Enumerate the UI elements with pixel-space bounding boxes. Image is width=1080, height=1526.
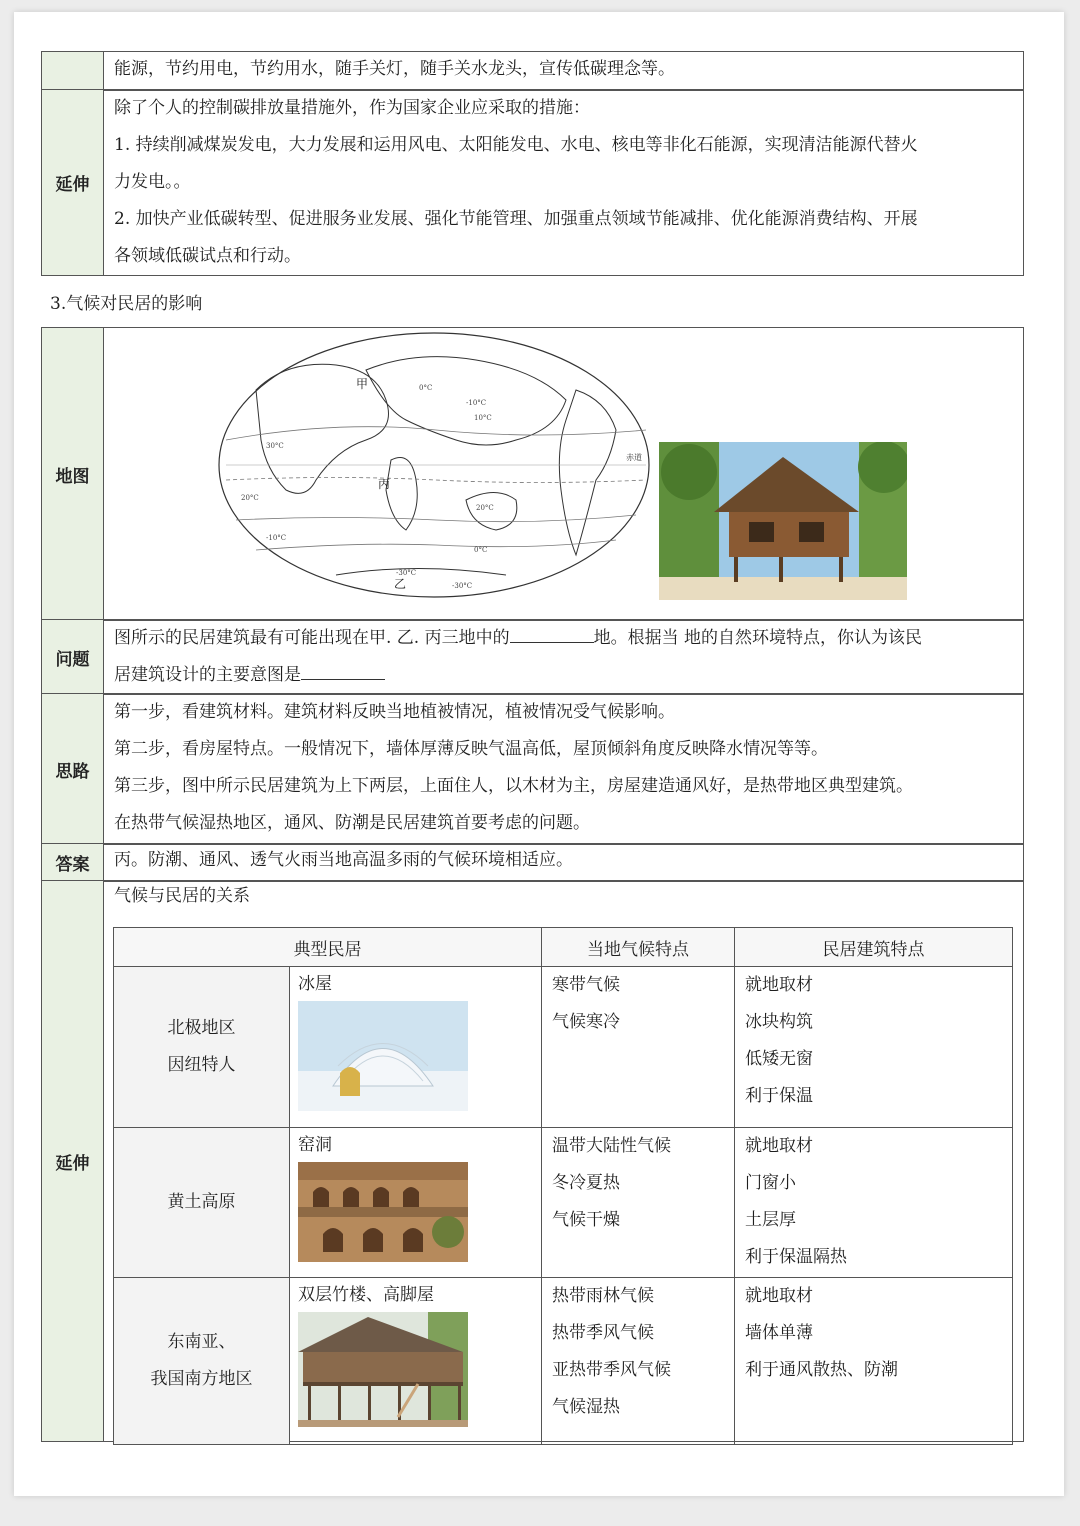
table-header [114,928,1012,967]
header-features: 民居建筑特点 [822,939,925,960]
question-row [41,619,1024,695]
feature-line: 就地取材 [745,1286,813,1306]
thinking-label: 思路 [42,694,104,844]
feature-line: 就地取材 [745,975,813,995]
table-row [114,1278,1012,1444]
features-cell [735,1128,1012,1277]
cave-dwelling-photo [298,1162,468,1262]
world-isotherm-map [216,330,652,600]
extension1-label: 延伸 [42,90,104,275]
extension1-line: 除了个人的控制碳排放量措施外，作为国家企业应采取的措施： [114,98,590,118]
features-cell [735,1278,1012,1444]
climate-cell [542,967,735,1127]
table-row [114,967,1012,1128]
extension2-title: 气候与民居的关系 [114,886,250,906]
region-line: 我国南方地区 [150,1369,253,1389]
isotherm-label: -30°C [452,582,473,590]
extension1-line: 2. 加快产业低碳转型、促进服务业发展、强化节能管理、加强重点领域节能减排、优化能源消费结构、开展 [114,209,918,229]
thinking-line: 第二步，看房屋特点。一般情况下，墙体厚薄反映气温高低，屋顶倾斜角度反映降水情况等等。 [114,739,828,759]
feature-line: 利于通风散热、防潮 [745,1360,898,1380]
igloo-photo [298,1001,468,1111]
climate-cell [542,1128,735,1277]
region-line: 北极地区 [167,1018,236,1038]
isotherm-label: 20°C [476,504,494,512]
bamboo-stilt-house-photo [298,1312,468,1427]
answer-blank-2[interactable] [301,660,385,680]
thinking-content [104,694,1023,844]
house-name: 冰屋 [298,974,332,994]
answer-blank-1[interactable] [510,623,594,643]
climate-line: 气候干燥 [552,1210,620,1230]
extension1-content [104,90,1023,275]
answer-row [41,843,1024,882]
region-cell [114,1128,290,1277]
section-heading: 3.气候对民居的影响 [50,294,203,314]
climate-line: 亚热带季风气候 [552,1360,671,1380]
region-cell [114,1278,290,1444]
extension1-line: 力发电。。 [114,172,191,192]
top-row-text: 能源，节约用电，节约用水，随手关灯，随手关水龙头，宣传低碳理念等。 [114,59,675,79]
top-row [41,51,1024,91]
region-cell [114,967,290,1127]
feature-line: 墙体单薄 [745,1323,813,1343]
thinking-line: 第三步，图中所示民居建筑为上下两层，上面住人，以木材为主，房屋建造通风好，是热带地区典型建筑。 [114,776,913,796]
climate-line: 寒带气候 [552,975,620,995]
extension1-line: 1. 持续削减煤炭发电，大力发展和运用风电、太阳能发电、水电、核电等非化石能源，实现清洁能源代替火 [114,135,918,155]
thinking-row [41,693,1024,845]
climate-line: 气候寒冷 [552,1012,620,1032]
map-label-equator: 赤道 [626,453,642,462]
map-label-jia: 甲 [356,377,369,391]
feature-line: 利于保温 [745,1086,813,1106]
climate-line: 热带雨林气候 [552,1286,654,1306]
climate-housing-table [113,927,1013,1445]
isotherm-label: 20°C [241,494,259,502]
house-name: 窑洞 [298,1135,332,1155]
isotherm-label: 0°C [474,546,488,554]
top-row-label [42,52,104,90]
region-line: 黄土高原 [167,1192,236,1212]
climate-line: 热带季风气候 [552,1323,654,1343]
isotherm-label: 10°C [474,414,492,422]
question-label: 问题 [42,620,104,694]
isotherm-label: -30°C [396,569,417,577]
header-housing: 典型民居 [114,928,542,966]
table-row [114,1128,1012,1278]
thinking-line: 在热带气候湿热地区，通风、防潮是民居建筑首要考虑的问题。 [114,813,590,833]
stilt-house-photo [659,442,907,600]
feature-line: 低矮无窗 [745,1049,813,1069]
extension2-label: 延伸 [42,881,104,1441]
extension1-row [41,89,1024,276]
question-content [104,620,1023,694]
map-label-bing: 丙 [378,477,391,491]
map-label-yi: 乙 [394,577,407,591]
thinking-line: 第一步，看建筑材料。建筑材料反映当地植被情况，植被情况受气候影响。 [114,702,675,722]
map-label: 地图 [42,328,104,620]
isotherm-label: -10°C [466,399,487,407]
feature-line: 就地取材 [745,1136,813,1156]
region-line: 因纽特人 [167,1055,236,1075]
climate-line: 温带大陆性气候 [552,1136,671,1156]
house-cell [290,1128,542,1277]
question-line1b: 地。根据当 地的自然环境特点，你认为该民 [593,628,923,648]
house-name: 双层竹楼、高脚屋 [298,1285,434,1305]
extension1-line: 各领域低碳试点和行动。 [114,246,301,266]
region-line: 东南亚、 [167,1332,236,1352]
answer-label: 答案 [42,844,104,881]
isotherm-label: 0°C [419,384,433,392]
isotherm-label: 30°C [266,442,284,450]
feature-line: 冰块构筑 [745,1012,813,1032]
feature-line: 土层厚 [745,1210,796,1230]
climate-line: 气候湿热 [552,1397,620,1417]
answer-text: 丙。防潮、通风、透气火雨当地高温多雨的气候环境相适应。 [114,850,573,870]
feature-line: 利于保温隔热 [745,1247,847,1267]
climate-line: 冬冷夏热 [552,1173,620,1193]
question-line1: 图所示的民居建筑最有可能出现在甲. 乙. 丙三地中的 [114,628,510,648]
house-cell [290,1278,542,1444]
climate-cell [542,1278,735,1444]
header-climate: 当地气候特点 [542,928,735,966]
isotherm-label: -10°C [266,534,287,542]
house-cell [290,967,542,1127]
features-cell [735,967,1012,1127]
feature-line: 门窗小 [745,1173,796,1193]
question-line2: 居建筑设计的主要意图是 [114,665,301,685]
